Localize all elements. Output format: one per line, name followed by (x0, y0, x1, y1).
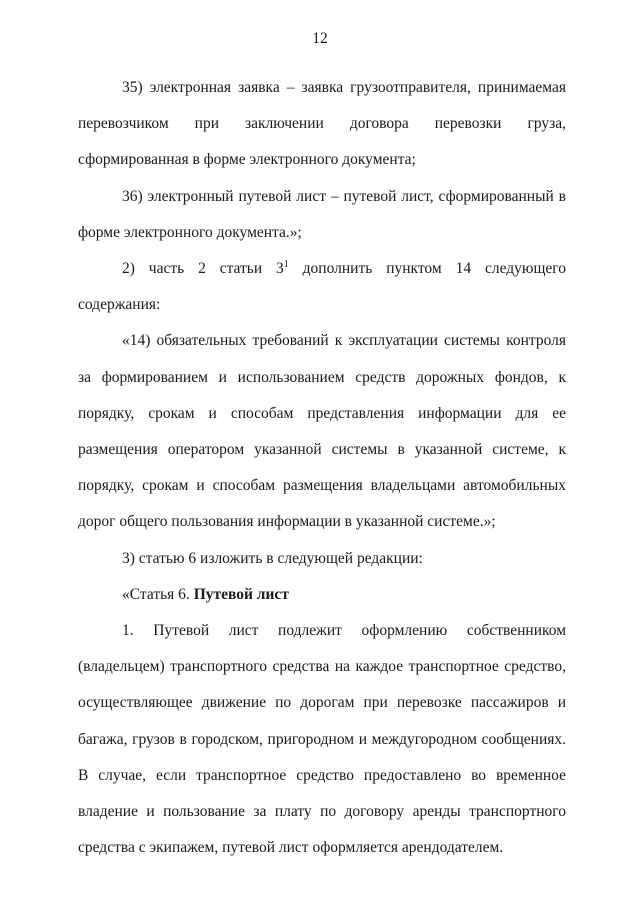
page-number: 12 (312, 30, 328, 47)
superscript-index: 1 (283, 259, 289, 271)
amendment-2-text: 2) часть 2 статьи 3 (122, 260, 284, 278)
paragraph-article-6-item-1: 1. Путевой лист подлежит оформлению собственником (владельцем) транспортного средства на каждое транспортное средство, осуществляющее движение по дорогам при перевозке пассажиров и багажа, грузов в городском, пригородном и междугородном сообщениях. В случае, если транспортное средство предоставлено во временное владение и пользование за плату по договору аренды транспортного средства с экипажем, путевой лист оформляется арендодателем. (78, 622, 566, 857)
article-heading (78, 577, 566, 613)
article-title: Путевой лист (193, 585, 289, 603)
document-body (78, 70, 566, 866)
paragraph-amendment-2 (78, 251, 566, 323)
paragraph-amendment-3: 3) статью 6 изложить в следующей редакции: (122, 549, 423, 567)
amendment-2-text-rest: дополнить пунктом 14 следующего содержания: (78, 260, 566, 314)
paragraph-item-14: «14) обязательных требований к эксплуатации системы контроля за формированием и использованием средств дорожных фондов, к порядку, срокам и способам представления информации для ее размещения оператором указанной системы в указанной системе, к порядку, срокам и способам размещения владельцами автомобильных дорог общего пользования информации в указанной системе.»; (78, 332, 566, 531)
paragraph-item-35: 35) электронная заявка – заявка грузоотправителя, принимаемая перевозчиком при заключении договора перевозки груза, сформированная в форме электронного документа; (78, 79, 566, 169)
article-prefix: «Статья 6. (122, 585, 194, 603)
paragraph-item-36: 36) электронный путевой лист – путевой лист, сформированный в форме электронного документа.»; (78, 187, 566, 241)
